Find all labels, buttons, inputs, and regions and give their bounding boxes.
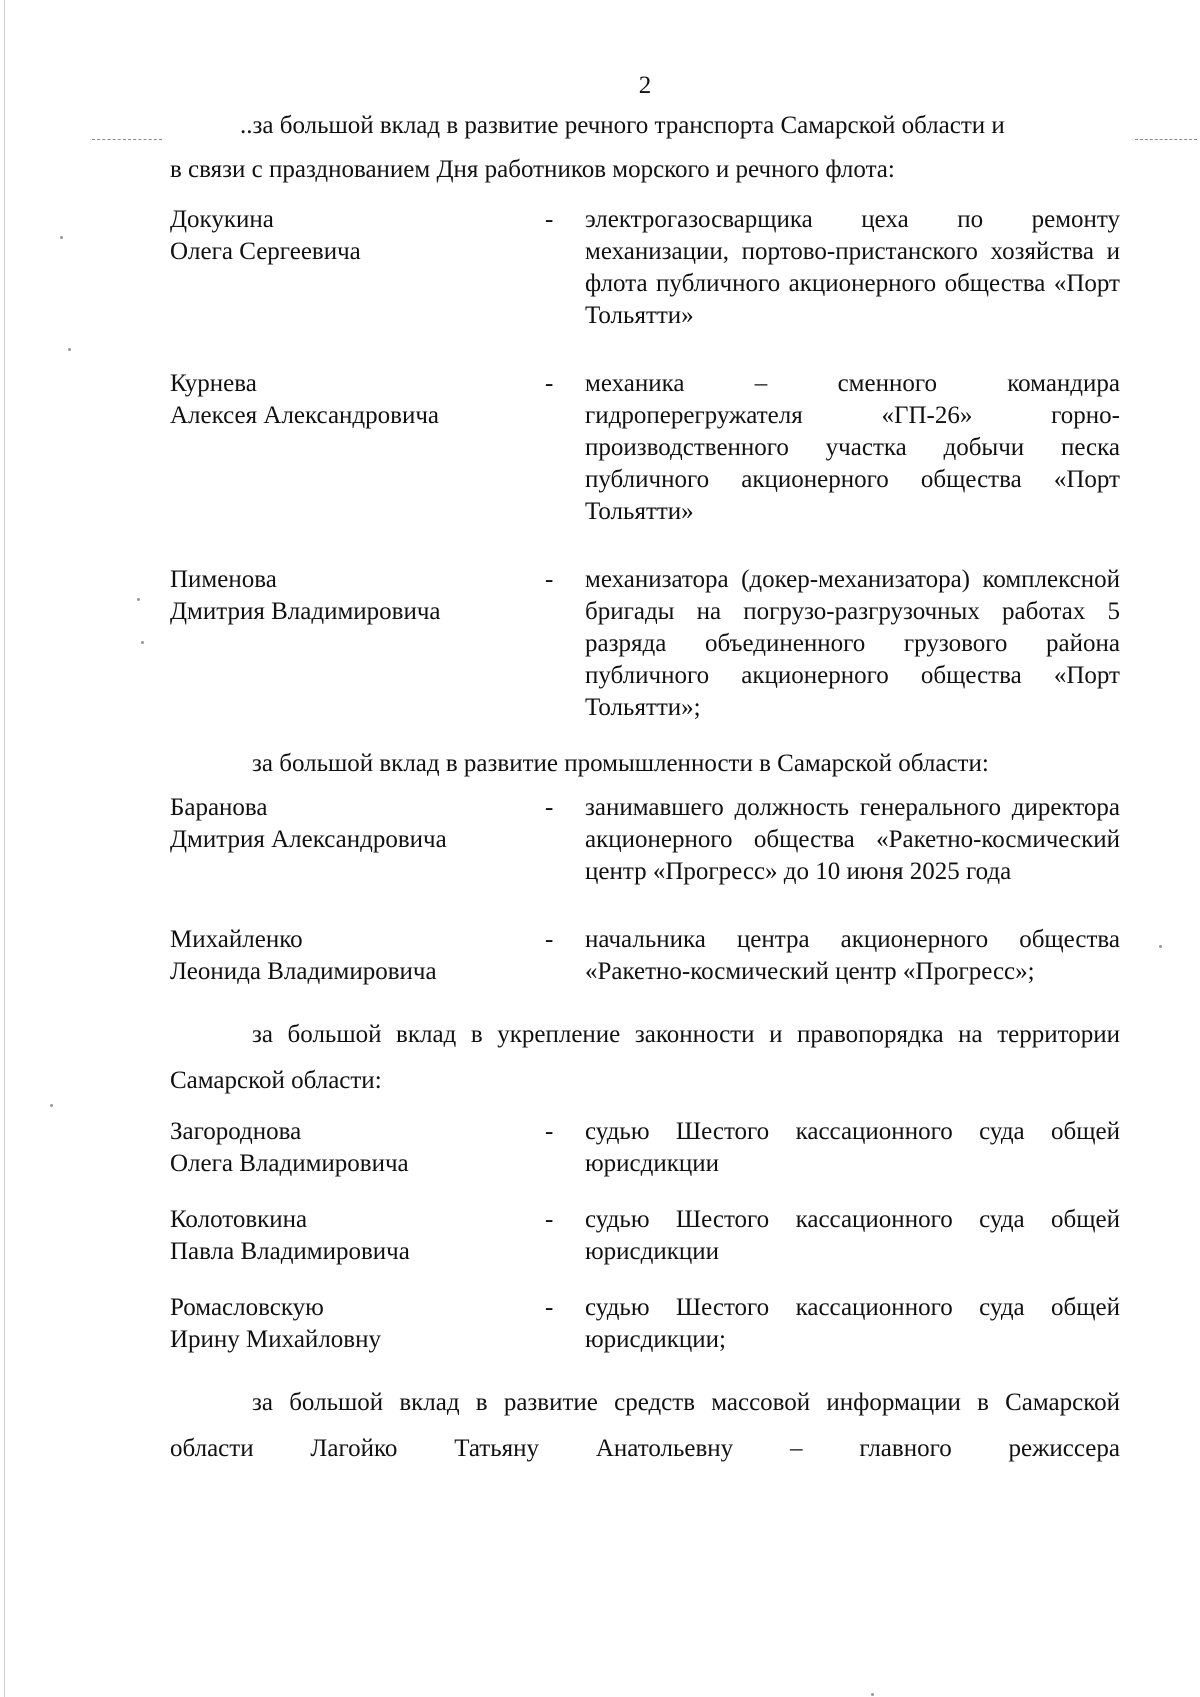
dash: - [545, 1118, 554, 1145]
recipient-surname: Михайленко [170, 926, 303, 953]
scan-speck [50, 1104, 53, 1107]
award-entry [170, 564, 1120, 724]
document-body [170, 110, 1120, 1472]
scan-speck [60, 236, 63, 239]
recipient-surname: Пименова [170, 566, 277, 593]
scan-dotted-mark-left [92, 139, 162, 140]
section-media-text: за большой вклад в развитие средств массовой информации в Самарской области Лагойко Татьяну Анатольевну – главного режиссера [170, 1389, 1120, 1462]
dash: - [545, 566, 554, 593]
award-entry [170, 204, 1120, 332]
recipient-name [170, 564, 545, 628]
dash: - [545, 794, 554, 821]
dash: - [545, 926, 554, 953]
dash: - [545, 1294, 554, 1321]
dash: - [545, 370, 554, 397]
award-entry [170, 1116, 1120, 1180]
scan-edge-line [4, 0, 5, 1697]
recipient-surname: Баранова [170, 794, 268, 821]
recipient-position: судью Шестого кассационного суда общей юрисдикции; [585, 1294, 1120, 1353]
recipient-name [170, 204, 545, 268]
recipient-surname: Загороднова [170, 1118, 302, 1145]
recipient-surname: Колотовкина [170, 1206, 308, 1233]
recipient-given-name: Дмитрия Владимировича [170, 598, 441, 625]
intro-line-1: ..за большой вклад в развитие речного транспорта Самарской области и [240, 112, 1005, 139]
recipient-position: механизатора (докер-механизатора) комплексной бригады на погрузо-разгрузочных работах 5 разряда объединенного грузового района публичного акционерного общества «Порт Тольятти»; [585, 566, 1120, 721]
recipient-given-name: Дмитрия Александровича [170, 826, 447, 853]
recipient-position: занимавшего должность генерального директора акционерного общества «Ракетно-космический центр «Прогресс» до 10 июня 2025 года [585, 794, 1120, 885]
recipient-position: электрогазосварщика цеха по ремонту механизации, портово-пристанского хозяйства и флота публичного акционерного общества «Порт Тольятти» [585, 206, 1120, 329]
recipient-name [170, 1204, 545, 1268]
recipient-position: начальника центра акционерного общества «Ракетно-космический центр «Прогресс»; [585, 926, 1120, 985]
recipient-given-name: Олега Владимировича [170, 1150, 409, 1177]
recipient-name [170, 924, 545, 988]
scan-dotted-mark-right [1135, 139, 1197, 140]
page-number: 2 [638, 72, 652, 99]
scan-speck [1159, 945, 1162, 948]
award-entry [170, 1292, 1120, 1356]
recipient-position: механика – сменного командира гидроперегружателя «ГП-26» горно-производственного участка добычи песка публичного акционерного общества «Порт Тольятти» [585, 370, 1120, 525]
recipient-position: судью Шестого кассационного суда общей юрисдикции [585, 1206, 1120, 1265]
recipient-surname: Курнева [170, 370, 257, 397]
recipient-name [170, 792, 545, 856]
recipient-surname: Ромасловскую [170, 1294, 324, 1321]
recipient-given-name: Олега Сергеевича [170, 238, 361, 265]
scan-speck [68, 348, 71, 351]
award-entry [170, 924, 1120, 988]
intro-line-2: в связи с празднованием Дня работников морского и речного флота: [170, 156, 895, 183]
award-entry [170, 368, 1120, 528]
section-title-law: за большой вклад в укрепление законности и правопорядка на территории Самарской области: [170, 1021, 1120, 1094]
recipient-given-name: Алексея Александровича [170, 402, 439, 429]
recipient-given-name: Леонида Владимировича [170, 958, 437, 985]
scan-speck [871, 1693, 874, 1696]
recipient-name [170, 368, 545, 432]
award-entry [170, 1204, 1120, 1268]
dash: - [545, 1206, 554, 1233]
recipient-name [170, 1292, 545, 1356]
award-entry [170, 792, 1120, 888]
dash: - [545, 206, 554, 233]
section-title-industry: за большой вклад в развитие промышленности в Самарской области: [252, 750, 989, 777]
recipient-position: судью Шестого кассационного суда общей юрисдикции [585, 1118, 1120, 1177]
recipient-given-name: Ирину Михайловну [170, 1326, 381, 1353]
scan-speck [137, 598, 140, 601]
recipient-name [170, 1116, 545, 1180]
recipient-surname: Докукина [170, 206, 274, 233]
scan-speck [141, 641, 144, 644]
recipient-given-name: Павла Владимировича [170, 1238, 410, 1265]
